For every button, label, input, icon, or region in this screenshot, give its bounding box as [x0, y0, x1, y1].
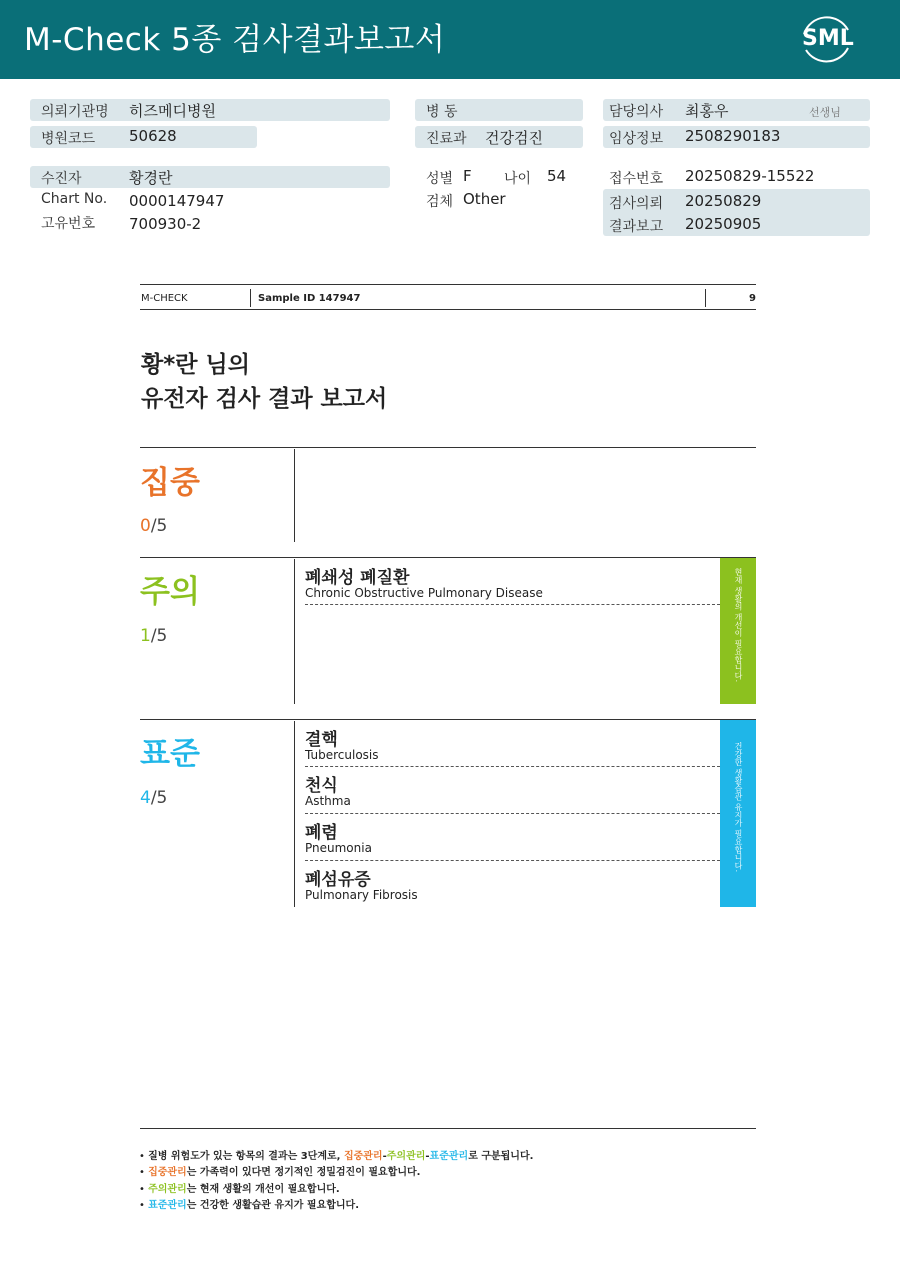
section-rule [140, 447, 756, 448]
report-head-divider [705, 289, 706, 307]
receipt-label: 접수번호 [609, 171, 664, 187]
standard-disease-4-en: Pulmonary Fibrosis [305, 888, 418, 902]
sample-id: Sample ID 147947 [258, 293, 361, 304]
age-value: 54 [547, 167, 567, 185]
footer-standard-label: 표준관리 [148, 1200, 187, 1211]
chart-label: Chart No. [41, 191, 108, 207]
standard-title: 표준 [140, 736, 200, 772]
ward-label: 병 동 [426, 104, 458, 120]
report-date-value: 20250905 [685, 215, 762, 233]
caution-total: /5 [150, 626, 168, 646]
request-label: 검사의뢰 [609, 196, 664, 212]
report-head-divider [250, 289, 251, 307]
institution-value: 히즈메디병원 [129, 102, 216, 120]
logo-text: SML [802, 26, 854, 51]
section-rule [140, 719, 756, 720]
caution-count: 1 [140, 626, 151, 646]
standard-disease-1-ko: 결핵 [305, 730, 338, 750]
section-divider [294, 721, 295, 907]
standard-disease-4-ko: 폐섬유증 [305, 870, 371, 890]
request-value: 20250829 [685, 192, 762, 210]
footer-rule [140, 1128, 756, 1129]
page-number: 9 [749, 293, 756, 304]
hospital-code-label: 병원코드 [41, 131, 96, 147]
footer-note-4-text: 는 건강한 생활습관 유지가 필요합니다. [186, 1200, 360, 1211]
patient-name-heading: 황*란 님의 [141, 352, 250, 378]
footer-note-1: • 질병 위험도가 있는 항목의 결과는 3단계로, 집중관리-주의관리-표준관리로 구분됩니다. [139, 1151, 534, 1162]
institution-label: 의뢰기관명 [41, 104, 109, 120]
footer-note-3-text: 는 현재 생활의 개선이 필요합니다. [186, 1184, 340, 1195]
report-brand: M-CHECK [141, 293, 188, 304]
dotted-separator [305, 813, 720, 814]
caution-side-bar [720, 558, 756, 704]
patient-row [30, 166, 390, 188]
footer-note-1-text: 질병 위험도가 있는 항목의 결과는 3단계로, [148, 1151, 344, 1162]
footer-dash: - [382, 1151, 387, 1162]
focus-total: /5 [150, 516, 168, 536]
report-date-label: 결과보고 [609, 219, 664, 235]
standard-side-bar [720, 720, 756, 907]
section-rule [140, 557, 756, 558]
caution-disease-1-ko: 폐쇄성 폐질환 [305, 568, 410, 588]
patient-label: 수진자 [41, 171, 82, 187]
clinical-label: 임상정보 [609, 131, 664, 147]
age-label: 나이 [504, 171, 532, 187]
footer-note-2-text: 는 가족력이 있다면 정기적인 정밀검진이 필요합니다. [186, 1167, 421, 1178]
standard-disease-3-ko: 폐렴 [305, 823, 338, 843]
caution-count-block [140, 626, 167, 646]
focus-count-block [140, 516, 167, 536]
unique-label: 고유번호 [41, 216, 96, 232]
dotted-separator [305, 860, 720, 861]
standard-count: 4 [140, 788, 151, 808]
standard-disease-2-en: Asthma [305, 794, 351, 808]
dotted-separator [305, 604, 720, 605]
footer-note-1-end: 로 구분됩니다. [468, 1151, 534, 1162]
patient-value: 황경란 [129, 169, 173, 187]
report-top-rule [140, 284, 756, 285]
standard-disease-1-en: Tuberculosis [305, 748, 379, 762]
footer-note-4: • 표준관리는 건강한 생활습관 유지가 필요합니다. [139, 1200, 360, 1211]
specimen-value: Other [463, 190, 506, 208]
report-subheading: 유전자 검사 결과 보고서 [141, 386, 388, 412]
footer-note-3: • 주의관리는 현재 생활의 개선이 필요합니다. [139, 1184, 340, 1195]
caution-side-text: 현재 생활의 개선이 필요합니다. [734, 568, 743, 683]
footer-caution-label: 주의관리 [148, 1184, 187, 1195]
footer-standard-label: 표준관리 [429, 1151, 469, 1162]
focus-title: 집중 [140, 465, 200, 501]
standard-disease-3-en: Pneumonia [305, 841, 372, 855]
doctor-label: 담당의사 [609, 104, 664, 120]
sex-value: F [463, 167, 472, 185]
standard-count-block [140, 788, 167, 808]
receipt-value: 20250829-15522 [685, 167, 815, 185]
unique-value: 700930-2 [129, 215, 202, 233]
department-value: 건강검진 [485, 129, 543, 147]
standard-disease-2-ko: 천식 [305, 776, 338, 796]
doctor-value: 최홍우 [685, 102, 729, 120]
standard-total: /5 [150, 788, 168, 808]
hospital-code-value: 50628 [129, 127, 177, 145]
focus-count: 0 [140, 516, 151, 536]
standard-side-text: 건강한 생활습관 유지가 필요합니다. [734, 742, 743, 873]
chart-value: 0000147947 [129, 192, 225, 210]
footer-caution-label: 주의관리 [386, 1151, 426, 1162]
report-title: M-Check 5종 검사결과보고서 [24, 22, 446, 58]
caution-disease-1-en: Chronic Obstructive Pulmonary Disease [305, 586, 543, 600]
sex-label: 성별 [426, 171, 454, 187]
footer-dash: - [425, 1151, 430, 1162]
report-head-rule [140, 309, 756, 310]
doctor-suffix: 선생님 [809, 106, 841, 119]
department-label: 진료과 [426, 131, 467, 147]
caution-title: 주의 [140, 574, 200, 610]
footer-note-2: • 집중관리는 가족력이 있다면 정기적인 정밀검진이 필요합니다. [139, 1167, 421, 1178]
specimen-label: 검체 [426, 194, 454, 210]
footer-focus-label: 집중관리 [343, 1151, 383, 1162]
section-divider [294, 559, 295, 704]
clinical-value: 2508290183 [685, 127, 781, 145]
dotted-separator [305, 766, 720, 767]
footer-focus-label: 집중관리 [148, 1167, 187, 1178]
section-divider [294, 449, 295, 542]
